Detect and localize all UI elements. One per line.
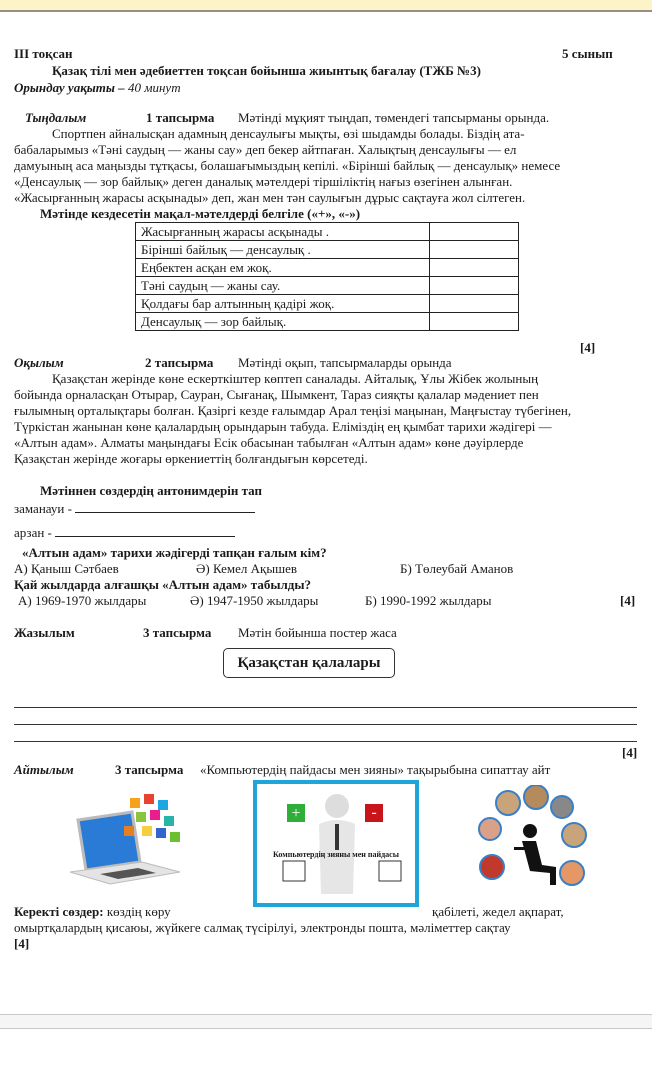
time-label: Орындау уақыты – — [14, 80, 125, 95]
answer-cell[interactable] — [430, 241, 519, 259]
table-row — [136, 223, 519, 241]
table-row — [136, 313, 519, 331]
task3-score: [4] — [622, 745, 638, 760]
keywords-text: көздің көру — [106, 904, 171, 919]
svg-text:-: - — [371, 804, 377, 821]
proverbs-table — [135, 222, 519, 331]
answer-cell[interactable] — [430, 277, 519, 295]
table-row — [136, 241, 519, 259]
quarter: III тоқсан — [14, 46, 73, 61]
task4-instruction: «Компьютердің пайдасы мен зияны» тақырыбына сипаттау айт — [200, 762, 551, 777]
grade: 5 сынып — [562, 46, 613, 61]
task1-line: «Жасырғанның жарасы асқынады» деп, жан мен тән саулығын дұрыс сақтауға жол сілтеген. — [14, 190, 526, 205]
antonym-1-word: заманауи - — [14, 501, 76, 516]
answer-cell[interactable] — [430, 295, 519, 313]
image-caption: Компьютердің зияны мен пайдасы — [273, 850, 399, 859]
keywords-line-2: омыртқалардың қисаюы, жүйкеге салмақ түсірілуі, электронды пошта, мәліметтер сақтау — [14, 920, 511, 935]
q2-option-a[interactable]: А) 1969-1970 жылдары — [18, 593, 147, 608]
answer-line[interactable] — [14, 707, 637, 708]
task3-instruction: Мәтін бойынша постер жаса — [238, 625, 397, 640]
answer-line[interactable] — [14, 724, 637, 725]
task2-line: Қазақстан жерінде жоғары өркениеттің болғандығын көрсетеді. — [14, 451, 368, 466]
task1-name: 1 тапсырма — [146, 110, 215, 125]
proverb: Бірінші байлық — денсаулық . — [136, 241, 430, 259]
proverb: Қолдағы бар алтынның қадірі жоқ. — [136, 295, 430, 313]
proverb: Жасырғанның жарасы асқынады . — [136, 223, 430, 241]
q1-option-a[interactable]: А) Қаныш Сәтбаев — [14, 561, 119, 576]
answer-cell[interactable] — [430, 313, 519, 331]
task1-line: Спортпен айналысқан адамның денсаулығы мықты, өзі шыдамды болады. Біздің ата- — [52, 126, 525, 141]
antonym-1-blank[interactable] — [75, 500, 255, 513]
task4-score: [4] — [14, 936, 30, 951]
task1-line: «Денсаулық — зор байлық» деген даналық мәтелдері тіршіліктің нағыз өзегінен алынған. — [14, 174, 513, 189]
bottom-bar — [0, 1014, 652, 1029]
task3-section: Жазылым — [14, 625, 75, 640]
time-value: 40 минут — [124, 80, 181, 95]
task4-section: Айтылым — [14, 762, 74, 777]
laptop-apps-image — [60, 790, 195, 885]
task1-section: Тыңдалым — [25, 110, 87, 125]
antonym-prompt: Мәтіннен сөздердің антонимдерін тап — [40, 483, 262, 498]
page-title: Қазақ тілі мен әдебиеттен тоқсан бойынша жиынтық бағалау (ТЖБ №3) — [52, 63, 481, 78]
task3-name: 3 тапсырма — [143, 625, 212, 640]
keywords-line-1a — [14, 904, 171, 920]
question-2: Қай жылдарда алғашқы «Алтын адам» табылды? — [14, 577, 312, 592]
proverb: Тәні саудың — жаны сау. — [136, 277, 430, 295]
answer-line[interactable] — [14, 741, 637, 742]
task2-section: Оқылым — [14, 355, 64, 370]
table-prompt: Мәтінде кездесетін мақал-мәтелдерді белгіле («+», «-») — [40, 206, 361, 221]
task2-line: Қазақстан жерінде көне ескерткіштер көптеп саналады. Айталық, Ұлы Жібек жолының — [52, 371, 539, 386]
task2-line: «Алтын адам». Алматы маңындағы Есік обасынан табылған «Алтын адам» көне дәуірлерде — [14, 435, 524, 450]
poster-title-box: Қазақстан қалалары — [223, 648, 395, 678]
task2-line: ғылымның орталықтары болған. Қазіргі кезде ғалымдар Арал теңізі маңынан, Маңғыстау түбегінен, — [14, 403, 572, 418]
table-row — [136, 259, 519, 277]
keywords-line-1b: қабілеті, жедел ақпарат, — [432, 904, 564, 919]
question-1: «Алтын адам» тарихи жәдігерді тапқан ғалым кім? — [22, 545, 327, 560]
answer-cell[interactable] — [430, 223, 519, 241]
q2-option-b[interactable]: Б) 1990-1992 жылдары — [365, 593, 492, 608]
top-bar — [0, 0, 652, 12]
proverb: Еңбектен асқан ем жоқ. — [136, 259, 430, 277]
q2-option-ae[interactable]: Ә) 1947-1950 жылдары — [190, 593, 319, 608]
antonym-2 — [14, 524, 235, 541]
health-effects-image — [470, 785, 595, 895]
task2-name: 2 тапсырма — [145, 355, 214, 370]
task2-instruction: Мәтінді оқып, тапсырмаларды орында — [238, 355, 452, 370]
task2-score: [4] — [620, 593, 636, 608]
q1-option-ae[interactable]: Ә) Кемел Ақышев — [196, 561, 298, 576]
antonym-2-word: арзан - — [14, 525, 56, 540]
task1-score: [4] — [580, 340, 596, 355]
table-row — [136, 277, 519, 295]
svg-text:+: + — [291, 805, 301, 822]
proverb: Денсаулық — зор байлық. — [136, 313, 430, 331]
answer-cell[interactable] — [430, 259, 519, 277]
task4-name: 3 тапсырма — [115, 762, 184, 777]
pros-cons-image — [253, 780, 419, 907]
time-limit — [14, 80, 181, 96]
task1-line: дамуының аса маңызды тұтқасы, болашағымыздың кепілі. «Бірінші байлық — денсаулық» немесе — [14, 158, 561, 173]
antonym-1 — [14, 500, 255, 517]
task2-line: Түркістан жанынан көне қалалардың орындарын табуда. Еліміздің ең қымбат тарихи жәдігері — — [14, 419, 552, 434]
task1-line: бабаларымыз «Тәні саудың — жаны сау» деп бекер айтпаған. Халықтың денсаулығы — ел — [14, 142, 517, 157]
task2-line: бойында орналасқан Отырар, Сауран, Сығанақ, Шымкент, Тараз сияқты қалалар мәдениет пен — [14, 387, 539, 402]
antonym-2-blank[interactable] — [55, 524, 235, 537]
table-row — [136, 295, 519, 313]
keywords-label: Керекті сөздер: — [14, 904, 104, 919]
task1-instruction: Мәтінді мұқият тыңдап, төмендегі тапсырманы орында. — [238, 110, 550, 125]
q1-option-b[interactable]: Б) Төлеубай Аманов — [400, 561, 514, 576]
